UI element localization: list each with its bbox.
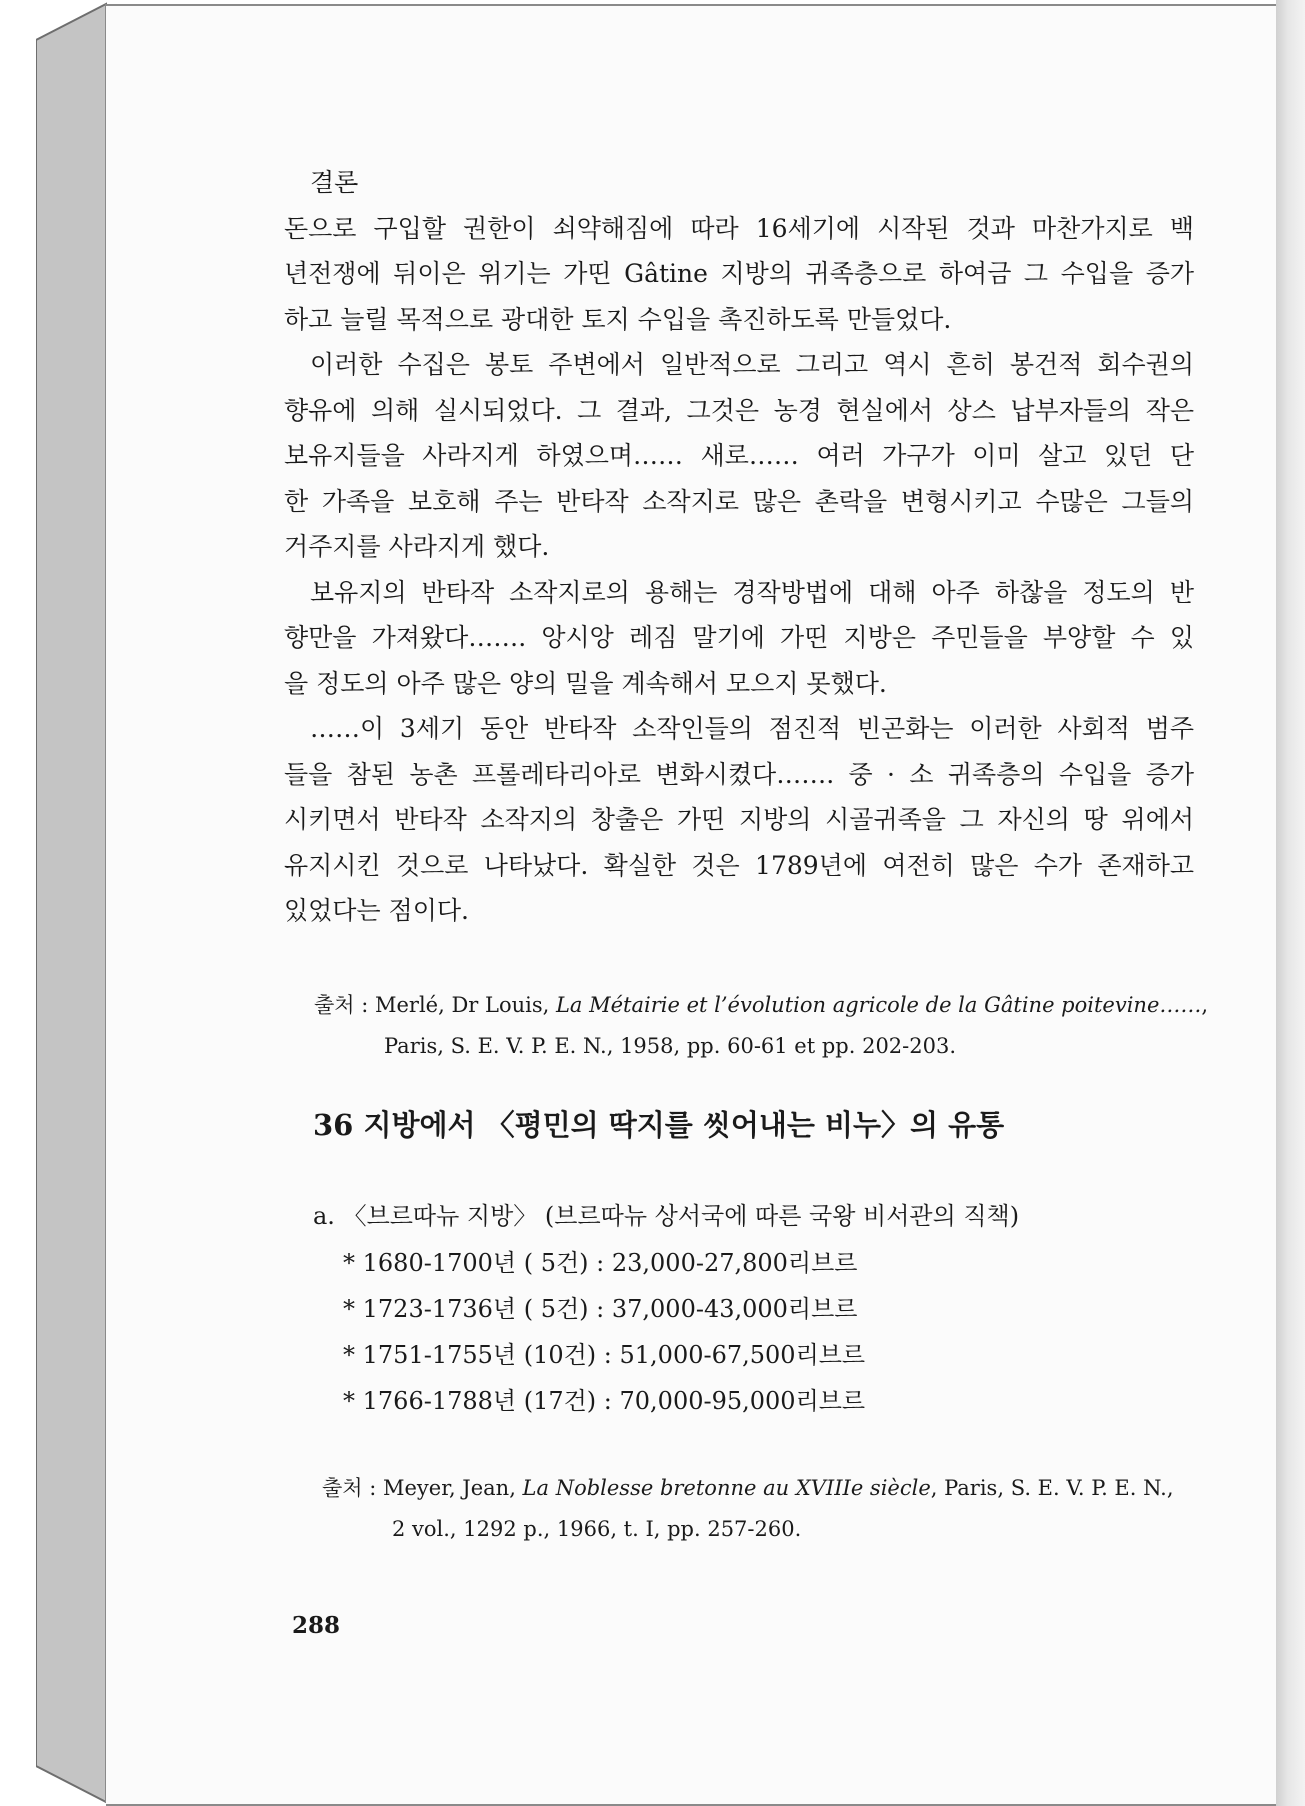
list-item: * 1680-1700년 ( 5건) : 23,000-27,800리브르 <box>343 1249 858 1277</box>
paragraph-1-line-2: 년전쟁에 뒤이은 위기는 가띤 Gâtine 지방의 귀족층으로 하여금 그 수입을 증가 <box>284 259 1194 288</box>
source-author: Merlé, Dr Louis, <box>375 993 556 1017</box>
paragraph-4-line-2: 들을 참된 농촌 프롤레타리아로 변화시켰다……. 중 · 소 귀족층의 수입을 증가 <box>284 759 1194 789</box>
source-citation-2-line-1 <box>322 1468 1174 1509</box>
source-citation-2-line-2: 2 vol., 1292 p., 1966, t. I, pp. 257-260. <box>392 1517 802 1541</box>
section-title: 36 지방에서 〈평민의 딱지를 씻어내는 비누〉의 유통 <box>313 1108 1005 1142</box>
price-list <box>343 1240 865 1424</box>
source-label: 출처 : <box>314 993 375 1017</box>
book-edge <box>36 0 108 1806</box>
paragraph-4-line-4: 유지시킨 것으로 나타났다. 확실한 것은 1789년에 여전히 많은 수가 존재하고 <box>284 850 1194 880</box>
source-citation-1-line-2: Paris, S. E. V. P. E. N., 1958, pp. 60-61 et pp. 202-203. <box>384 1034 957 1058</box>
source-title: La Noblesse bretonne au XVIIIe siècle <box>522 1476 931 1500</box>
paragraph-4-line-5: 있었다는 점이다. <box>284 896 469 925</box>
source-punct: , Paris, S. E. V. P. E. N., <box>930 1476 1174 1500</box>
subsection-a-heading: a. 〈브르따뉴 지방〉 (브르따뉴 상서국에 따른 국왕 비서관의 직책) <box>313 1202 1020 1230</box>
paragraph-2-line-2: 향유에 의해 실시되었다. 그 결과, 그것은 농경 현실에서 상스 납부자들의 작은 <box>284 395 1194 425</box>
paragraph-2-line-1: 이러한 수집은 봉토 주변에서 일반적으로 그리고 역시 흔히 봉건적 회수권의 <box>310 350 1194 379</box>
source-title: La Métairie et l’évolution agricole de la Gâtine poitevine…… <box>555 993 1202 1017</box>
conclusion-heading: 결론 <box>310 168 359 197</box>
paragraph-1-line-3: 하고 늘릴 목적으로 광대한 토지 수입을 촉진하도록 만들었다. <box>284 304 952 334</box>
source-author: Meyer, Jean, <box>383 1476 523 1500</box>
paragraph-3-line-1: 보유지의 반타작 소작지로의 용해는 경작방법에 대해 아주 하찮을 정도의 반 <box>310 577 1194 607</box>
page-number: 288 <box>292 1612 341 1639</box>
source-citation-1 <box>314 985 1208 1067</box>
source-label: 출처 : <box>322 1476 383 1500</box>
document-body <box>284 160 1194 934</box>
list-item: * 1723-1736년 ( 5건) : 37,000-43,000리브르 <box>343 1295 858 1323</box>
paragraph-4-line-3: 시키면서 반타작 소작지의 창출은 가띤 지방의 시골귀족을 그 자신의 땅 위에서 <box>284 805 1194 834</box>
paragraph-2-line-4: 한 가족을 보호해 주는 반타작 소작지로 많은 촌락을 변형시키고 수많은 그들의 <box>284 486 1194 516</box>
list-item: * 1751-1755년 (10건) : 51,000-67,500리브르 <box>343 1341 866 1369</box>
paragraph-4-line-1: ……이 3세기 동안 반타작 소작인들의 점진적 빈곤화는 이러한 사회적 범주 <box>310 714 1194 743</box>
source-punct: , <box>1201 993 1209 1017</box>
list-item: * 1766-1788년 (17건) : 70,000-95,000리브르 <box>343 1387 866 1415</box>
paragraph-2-line-5: 거주지를 사라지게 했다. <box>284 532 550 561</box>
page-gutter-shadow <box>1276 0 1305 1806</box>
paragraph-3-line-2: 향만을 가져왔다……. 앙시앙 레짐 말기에 가띤 지방은 주민들을 부양할 수 있 <box>284 623 1194 652</box>
source-citation-2 <box>322 1468 1174 1550</box>
paragraph-1-line-1: 돈으로 구입할 권한이 쇠약해짐에 따라 16세기에 시작된 것과 마찬가지로 백 <box>284 213 1194 243</box>
source-citation-1-line-1 <box>314 985 1208 1026</box>
paragraph-2-line-3: 보유지들을 사라지게 하였으며…… 새로…… 여러 가구가 이미 살고 있던 단 <box>284 441 1194 470</box>
paragraph-3-line-3: 을 정도의 아주 많은 양의 밀을 계속해서 모으지 못했다. <box>284 668 887 698</box>
